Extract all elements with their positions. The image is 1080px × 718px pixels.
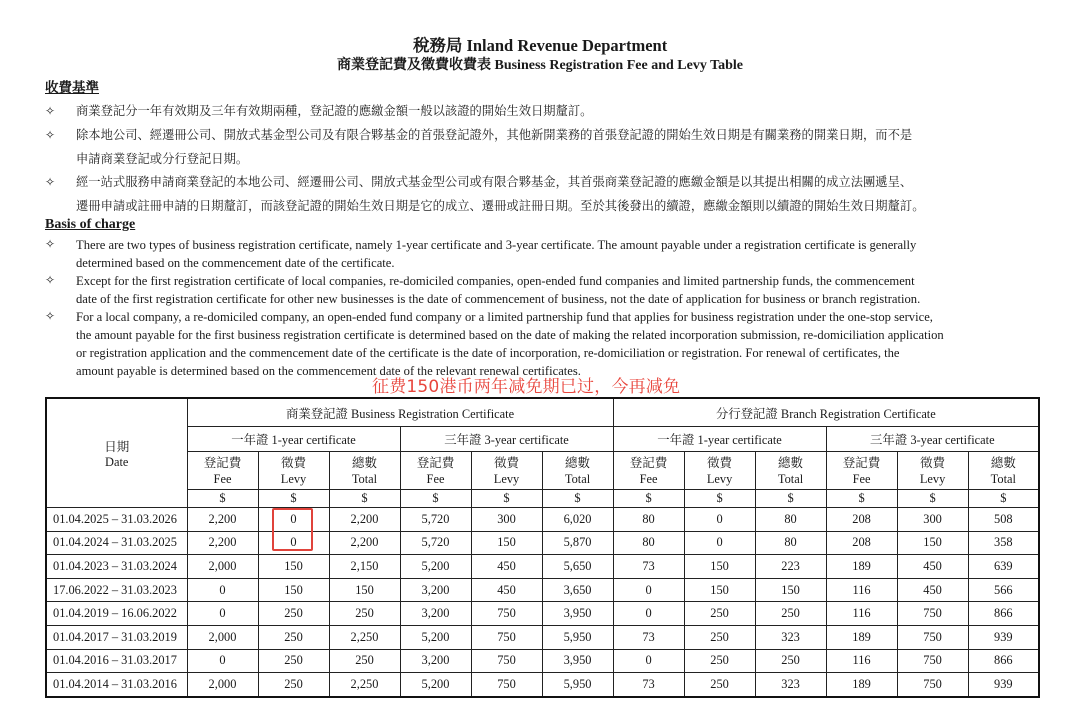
bullet-zh-1-text: 商業登記分一年有效期及三年有效期兩種，登記證的應繳金額一般以該證的開始生效日期釐訂。 — [76, 104, 593, 118]
amount-cell: 73 — [613, 673, 684, 697]
amount-cell: 639 — [968, 555, 1039, 579]
amount-cell: 6,020 — [542, 508, 613, 532]
amount-cell: 150 — [258, 578, 329, 602]
table-row — [46, 578, 1039, 602]
amount-cell: 358 — [968, 531, 1039, 555]
col-header-levy: 徵費 Levy — [684, 452, 755, 490]
col-header-fee: 登記費 Fee — [826, 452, 897, 490]
amount-cell: 866 — [968, 649, 1039, 673]
date-range-cell: 01.04.2024 – 31.03.2025 — [46, 531, 187, 555]
amount-cell: 2,250 — [329, 625, 400, 649]
amount-cell: 300 — [897, 508, 968, 532]
amount-cell: 2,200 — [329, 508, 400, 532]
amount-cell: 150 — [258, 555, 329, 579]
amount-cell: 2,000 — [187, 555, 258, 579]
currency-cell: $ — [542, 490, 613, 508]
amount-cell: 0 — [187, 578, 258, 602]
amount-cell: 208 — [826, 531, 897, 555]
amount-cell: 5,870 — [542, 531, 613, 555]
amount-cell: 939 — [968, 673, 1039, 697]
amount-cell: 5,720 — [400, 531, 471, 555]
amount-cell: 2,200 — [187, 531, 258, 555]
amount-cell: 80 — [755, 508, 826, 532]
date-range-cell: 01.04.2014 – 31.03.2016 — [46, 673, 187, 697]
bullet-zh-2-text: 除本地公司、經遷冊公司、開放式基金型公司及有限合夥基金的首張登記證外，其他新開業務的首張登記證的開始生效日期是有關業務的開業日期，而不是 申請商業登記或分行登記日期。 — [76, 128, 913, 166]
bullet-en-1-text: There are two types of business registration certificate, namely 1-year certificate and 3-year certificate. The amount payable under a registration certificate is generally determined based on the commencement date of the certificate. — [76, 238, 917, 270]
amount-cell: 3,950 — [542, 649, 613, 673]
table-row — [46, 555, 1039, 579]
amount-cell: 250 — [684, 602, 755, 626]
currency-cell: $ — [329, 490, 400, 508]
bullet-en-2-text: Except for the first registration certificate of local companies, re-domiciled companies, open-ended fund companies and limited partnership funds, the commencement date of the first registration certificate for other new businesses is the date of commencement of business, not the date of application for business or branch registration. — [76, 274, 921, 306]
amount-cell: 750 — [471, 625, 542, 649]
amount-cell: 0 — [187, 649, 258, 673]
amount-cell: 3,650 — [542, 578, 613, 602]
currency-cell: $ — [187, 490, 258, 508]
amount-cell: 2,200 — [329, 531, 400, 555]
amount-cell: 150 — [684, 555, 755, 579]
amount-cell: 73 — [613, 555, 684, 579]
amount-cell: 150 — [684, 578, 755, 602]
amount-cell: 2,250 — [329, 673, 400, 697]
date-range-cell: 01.04.2023 – 31.03.2024 — [46, 555, 187, 579]
amount-cell: 2,150 — [329, 555, 400, 579]
amount-cell: 0 — [613, 578, 684, 602]
col-header-levy: 徵費 Levy — [258, 452, 329, 490]
amount-cell: 450 — [471, 555, 542, 579]
amount-cell: 208 — [826, 508, 897, 532]
amount-cell: 80 — [755, 531, 826, 555]
amount-cell: 750 — [471, 602, 542, 626]
amount-cell: 750 — [897, 602, 968, 626]
amount-cell: 750 — [897, 625, 968, 649]
page-subtitle: 商業登記費及徵費收費表 Business Registration Fee and Levy Table — [336, 58, 744, 73]
currency-cell: $ — [613, 490, 684, 508]
table-row — [46, 602, 1039, 626]
diamond-bullet-icon: ✧ — [45, 273, 56, 287]
col-header-fee: 登記費 Fee — [400, 452, 471, 490]
date-range-cell: 01.04.2016 – 31.03.2017 — [46, 649, 187, 673]
amount-cell: 2,000 — [187, 625, 258, 649]
currency-cell: $ — [684, 490, 755, 508]
col-header-levy: 徵費 Levy — [897, 452, 968, 490]
currency-cell: $ — [755, 490, 826, 508]
col-header-fee: 登記費 Fee — [187, 452, 258, 490]
amount-cell: 0 — [684, 508, 755, 532]
amount-cell: 5,200 — [400, 555, 471, 579]
branch-cert-header: 分行登記證 Branch Registration Certificate — [613, 398, 1039, 427]
table-row — [46, 625, 1039, 649]
amount-cell: 0 — [613, 649, 684, 673]
amount-cell: 80 — [613, 508, 684, 532]
amount-cell: 0 — [258, 531, 329, 555]
br-cert-header: 商業登記證 Business Registration Certificate — [187, 398, 613, 427]
amount-cell: 250 — [258, 673, 329, 697]
currency-cell: $ — [471, 490, 542, 508]
amount-cell: 73 — [613, 625, 684, 649]
table-row — [46, 531, 1039, 555]
amount-cell: 3,200 — [400, 649, 471, 673]
amount-cell: 0 — [613, 602, 684, 626]
amount-cell: 750 — [897, 673, 968, 697]
amount-cell: 939 — [968, 625, 1039, 649]
amount-cell: 566 — [968, 578, 1039, 602]
amount-cell: 250 — [684, 649, 755, 673]
diamond-bullet-icon: ✧ — [45, 104, 56, 118]
currency-cell: $ — [968, 490, 1039, 508]
amount-cell: 116 — [826, 602, 897, 626]
amount-cell: 80 — [613, 531, 684, 555]
col-header-total: 總數 Total — [329, 452, 400, 490]
branch-1yr-header: 一年證 1-year certificate — [613, 427, 826, 452]
amount-cell: 5,950 — [542, 673, 613, 697]
amount-cell: 450 — [471, 578, 542, 602]
amount-cell: 5,720 — [400, 508, 471, 532]
diamond-bullet-icon: ✧ — [45, 175, 56, 189]
amount-cell: 116 — [826, 578, 897, 602]
amount-cell: 250 — [329, 602, 400, 626]
amount-cell: 508 — [968, 508, 1039, 532]
page-title: 稅務局 Inland Revenue Department — [412, 36, 668, 55]
amount-cell: 323 — [755, 625, 826, 649]
fee-levy-table — [45, 397, 1040, 698]
amount-cell: 3,950 — [542, 602, 613, 626]
diamond-bullet-icon: ✧ — [45, 237, 56, 251]
amount-cell: 250 — [755, 602, 826, 626]
amount-cell: 3,200 — [400, 602, 471, 626]
diamond-bullet-icon: ✧ — [45, 128, 56, 142]
amount-cell: 5,200 — [400, 625, 471, 649]
amount-cell: 300 — [471, 508, 542, 532]
currency-row — [46, 490, 1039, 508]
table-row — [46, 508, 1039, 532]
amount-cell: 250 — [684, 625, 755, 649]
date-range-cell: 01.04.2017 – 31.03.2019 — [46, 625, 187, 649]
amount-cell: 150 — [329, 578, 400, 602]
table-body — [46, 508, 1039, 697]
amount-cell: 189 — [826, 555, 897, 579]
amount-cell: 2,200 — [187, 508, 258, 532]
col-header-total: 總數 Total — [542, 452, 613, 490]
col-header-total: 總數 Total — [755, 452, 826, 490]
amount-cell: 750 — [471, 649, 542, 673]
amount-cell: 250 — [329, 649, 400, 673]
currency-cell: $ — [258, 490, 329, 508]
currency-cell: $ — [826, 490, 897, 508]
amount-cell: 223 — [755, 555, 826, 579]
amount-cell: 5,950 — [542, 625, 613, 649]
currency-cell: $ — [897, 490, 968, 508]
amount-cell: 250 — [258, 625, 329, 649]
date-range-cell: 17.06.2022 – 31.03.2023 — [46, 578, 187, 602]
amount-cell: 250 — [684, 673, 755, 697]
amount-cell: 116 — [826, 649, 897, 673]
amount-cell: 189 — [826, 625, 897, 649]
amount-cell: 250 — [258, 602, 329, 626]
table-row — [46, 649, 1039, 673]
amount-cell: 5,200 — [400, 673, 471, 697]
table-row — [46, 673, 1039, 697]
column-subheaders — [46, 452, 1039, 490]
diamond-bullet-icon: ✧ — [45, 309, 56, 323]
bullet-zh-3-text: 經一站式服務申請商業登記的本地公司、經遷冊公司、開放式基金型公司或有限合夥基金，其首張商業登記證的應繳金額是以其提出相關的成立法團遞呈、 遷冊申請或註冊申請的日期釐訂，而該登記證的開始生效日期是它的成立、遷冊或註冊日期。至於其後發出的續證，應繳金額則以續證的開始生效日期釐訂。 — [76, 175, 925, 213]
annotation-note: 征费150港币两年减免期已过，今再减免 — [372, 377, 681, 397]
br-3yr-header: 三年證 3-year certificate — [400, 427, 613, 452]
amount-cell: 0 — [684, 531, 755, 555]
amount-cell: 150 — [897, 531, 968, 555]
amount-cell: 866 — [968, 602, 1039, 626]
col-header-levy: 徵費 Levy — [471, 452, 542, 490]
amount-cell: 2,000 — [187, 673, 258, 697]
amount-cell: 189 — [826, 673, 897, 697]
bullet-en-3-text: For a local company, a re-domiciled company, an open-ended fund company or a limited partnership fund that applies for business registration under the one-stop service, the amount payable for the first business registration certificate is determined based on the date of making the related incorporation submission, re-domiciliation application or registration application and the commencement date of the certificate is the date of incorporation, re-domiciliation or registration. For renewal of certificates, the amount payable is determined based on the commencement date of the relevant renewal certificates. — [76, 310, 944, 378]
amount-cell: 750 — [897, 649, 968, 673]
col-header-fee: 登記費 Fee — [613, 452, 684, 490]
basis-heading-zh: 收費基準 — [45, 80, 99, 96]
currency-cell: $ — [400, 490, 471, 508]
date-range-cell: 01.04.2019 – 16.06.2022 — [46, 602, 187, 626]
br-1yr-header: 一年證 1-year certificate — [187, 427, 400, 452]
amount-cell: 150 — [755, 578, 826, 602]
amount-cell: 450 — [897, 555, 968, 579]
amount-cell: 3,200 — [400, 578, 471, 602]
date-header: 日期 Date — [46, 398, 187, 508]
date-range-cell: 01.04.2025 – 31.03.2026 — [46, 508, 187, 532]
amount-cell: 0 — [187, 602, 258, 626]
amount-cell: 750 — [471, 673, 542, 697]
amount-cell: 250 — [755, 649, 826, 673]
amount-cell: 250 — [258, 649, 329, 673]
amount-cell: 450 — [897, 578, 968, 602]
col-header-total: 總數 Total — [968, 452, 1039, 490]
amount-cell: 150 — [471, 531, 542, 555]
branch-3yr-header: 三年證 3-year certificate — [826, 427, 1039, 452]
amount-cell: 323 — [755, 673, 826, 697]
amount-cell: 0 — [258, 508, 329, 532]
levy-waived-highlight — [272, 508, 313, 551]
amount-cell: 5,650 — [542, 555, 613, 579]
basis-heading-en: Basis of charge — [45, 217, 136, 232]
